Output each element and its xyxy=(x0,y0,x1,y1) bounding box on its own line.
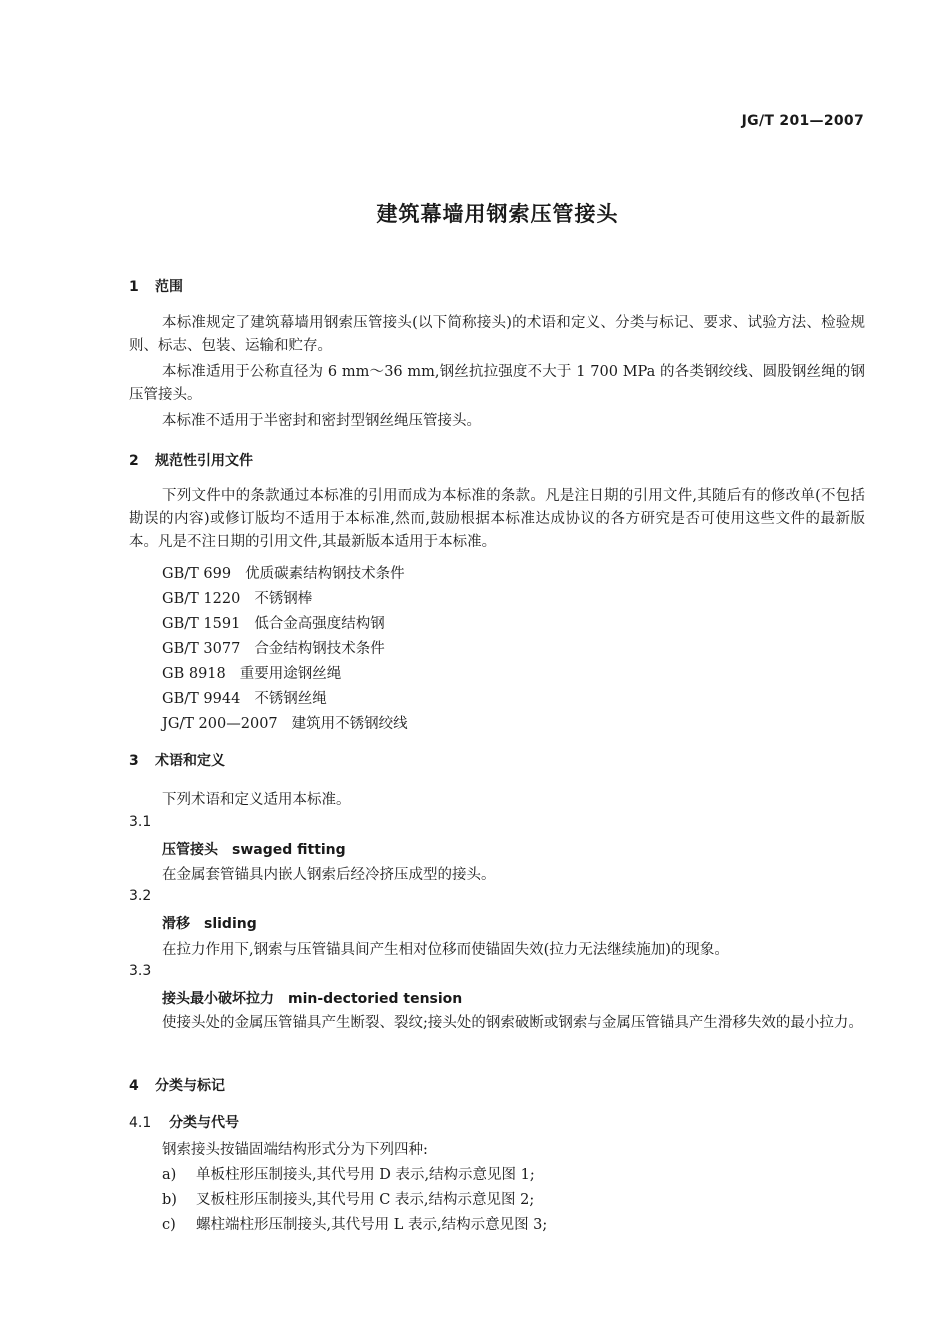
paragraph: 下列文件中的条款通过本标准的引用而成为本标准的条款。凡是注日期的引用文件,其随后有的修改单(不包括勘误的内容)或修订版均不适用于本标准,然而,鼓励根据本标准达成协议的各方研究是否可使用这些文件的最新版本。凡是不注日期的引用文件,其最新版本适用于本标准。 xyxy=(129,488,865,550)
section-title: 术语和定义 xyxy=(155,753,225,769)
reference-item xyxy=(162,637,385,658)
paragraph: 本标准不适用于半密封和密封型钢丝绳压管接头。 xyxy=(162,413,481,429)
term-number: 3.3 xyxy=(129,963,152,979)
subsection-title: 分类与代号 xyxy=(169,1115,239,1131)
reference-item xyxy=(162,662,341,683)
reference-code: GB/T 3077 xyxy=(162,641,241,657)
section-number: 2 xyxy=(129,453,139,469)
reference-item xyxy=(162,712,408,733)
term-heading xyxy=(162,913,257,933)
section-3-heading xyxy=(129,750,225,770)
reference-code: GB/T 699 xyxy=(162,566,232,582)
list-label: c) xyxy=(162,1217,176,1233)
section-number: 3 xyxy=(129,753,139,769)
reference-code: GB/T 9944 xyxy=(162,691,241,707)
section-number: 1 xyxy=(129,279,139,295)
list-item xyxy=(162,1188,534,1209)
term-en: min-dectoried tension xyxy=(288,991,463,1007)
paragraph: 钢索接头按锚固端结构形式分为下列四种: xyxy=(162,1142,428,1158)
document-title: 建筑幕墙用钢索压管接头 xyxy=(376,202,619,226)
standard-code: JG/T 201—2007 xyxy=(741,113,864,129)
section-title: 分类与标记 xyxy=(155,1078,225,1094)
reference-item xyxy=(162,587,312,608)
term-en: sliding xyxy=(204,916,257,932)
section-number: 4 xyxy=(129,1078,139,1094)
section-title: 范围 xyxy=(155,279,183,295)
term-number: 3.1 xyxy=(129,814,152,830)
reference-name: 合金结构钢技术条件 xyxy=(254,641,385,657)
list-text: 螺柱端柱形压制接头,其代号用 L 表示,结构示意见图 3; xyxy=(196,1217,548,1233)
term-heading xyxy=(162,988,462,1008)
reference-item xyxy=(162,687,327,708)
paragraph: 本标准适用于公称直径为 6 mm～36 mm,钢丝抗拉强度不大于 1 700 MPa 的各类钢绞线、圆股钢丝绳的钢压管接头。 xyxy=(129,364,865,403)
term-en: swaged fitting xyxy=(232,842,346,858)
section-title: 规范性引用文件 xyxy=(155,453,253,469)
section-4-heading xyxy=(129,1075,225,1095)
list-label: a) xyxy=(162,1167,177,1183)
list-item xyxy=(162,1163,535,1184)
term-number: 3.2 xyxy=(129,888,152,904)
term-zh: 压管接头 xyxy=(162,842,218,858)
reference-name: 低合金高强度结构钢 xyxy=(254,616,385,632)
reference-name: 优质碳素结构钢技术条件 xyxy=(245,566,405,582)
list-item xyxy=(162,1213,547,1234)
list-text: 单板柱形压制接头,其代号用 D 表示,结构示意见图 1; xyxy=(196,1167,535,1183)
list-label: b) xyxy=(162,1192,177,1208)
term-definition: 在拉力作用下,钢索与压管锚具间产生相对位移而使锚固失效(拉力无法继续施加)的现象。 xyxy=(162,942,729,958)
reference-code: GB/T 1591 xyxy=(162,616,241,632)
paragraph: 本标准规定了建筑幕墙用钢索压管接头(以下简称接头)的术语和定义、分类与标记、要求、试验方法、检验规则、标志、包装、运输和贮存。 xyxy=(129,315,865,354)
term-zh: 接头最小破坏拉力 xyxy=(162,991,274,1007)
subsection-number: 4.1 xyxy=(129,1115,152,1131)
term-definition: 在金属套管锚具内嵌人钢索后经冷挤压成型的接头。 xyxy=(162,867,496,883)
term-zh: 滑移 xyxy=(162,916,190,932)
reference-name: 重要用途钢丝绳 xyxy=(239,666,342,682)
reference-code: GB 8918 xyxy=(162,666,226,682)
reference-name: 不锈钢丝绳 xyxy=(254,691,327,707)
subsection-heading xyxy=(129,1112,239,1132)
paragraph: 下列术语和定义适用本标准。 xyxy=(162,792,351,808)
reference-name: 建筑用不锈钢绞线 xyxy=(291,716,408,732)
section-1-heading xyxy=(129,276,183,296)
term-heading xyxy=(162,839,346,859)
term-definition: 使接头处的金属压管锚具产生断裂、裂纹;接头处的钢索破断或钢索与金属压管锚具产生滑移失效的最小拉力。 xyxy=(162,1015,863,1031)
section-2-heading xyxy=(129,450,253,470)
reference-code: GB/T 1220 xyxy=(162,591,241,607)
reference-item xyxy=(162,562,405,583)
list-text: 叉板柱形压制接头,其代号用 C 表示,结构示意见图 2; xyxy=(196,1192,535,1208)
reference-code: JG/T 200—2007 xyxy=(162,716,278,732)
reference-name: 不锈钢棒 xyxy=(254,591,313,607)
reference-item xyxy=(162,612,385,633)
